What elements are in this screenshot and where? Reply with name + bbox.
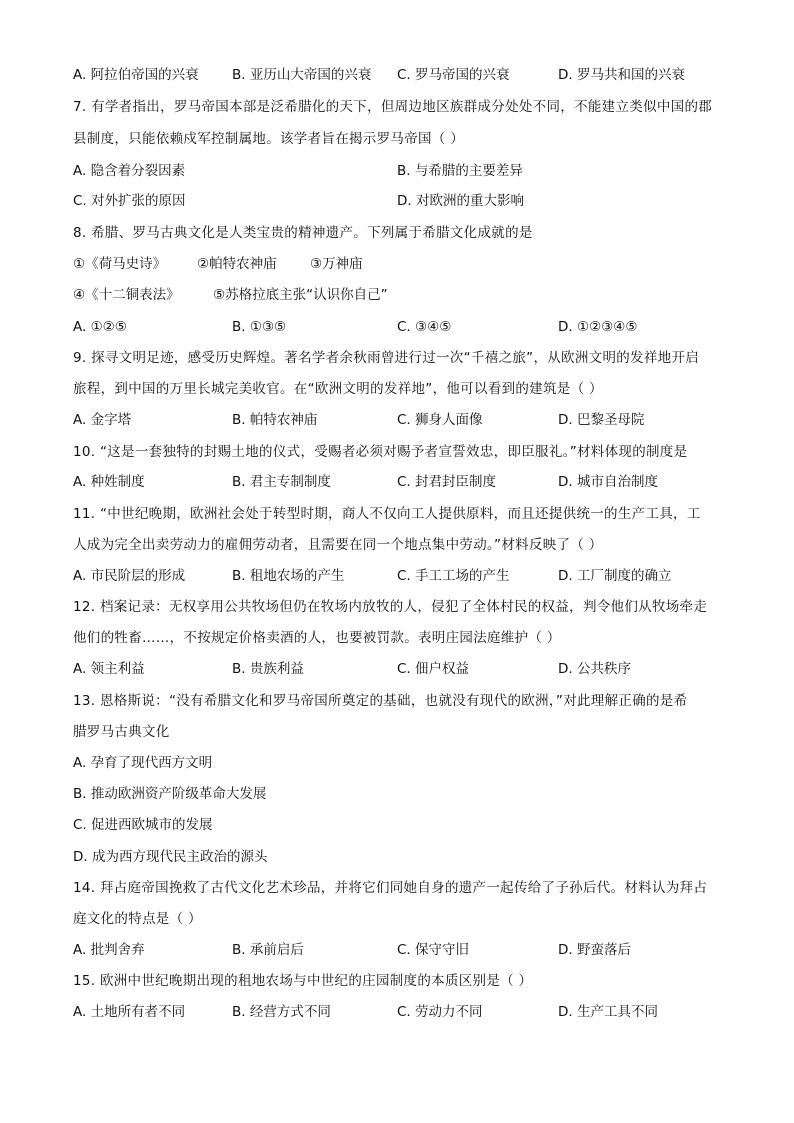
q6-option-c: C. 罗马帝国的兴衰 (397, 67, 510, 83)
q13-stem-line-1: 13. 恩格斯说：“没有希腊文化和罗马帝国所奠定的基础，也就没有现代的欧洲，”对此理解正确的是希 (73, 693, 688, 709)
q12-option-c: C. 佃户权益 (397, 661, 470, 677)
q10-stem: 10. “这是一套独特的封赐土地的仪式，受赐者必须对赐予者宣誓效忠，即臣服礼。”材料体现的制度是 (73, 444, 688, 460)
q11-stem-line-2: 人成为完全出卖劳动力的雇佣劳动者，且需要在同一个地点集中劳动。”材料反映了（ ） (73, 537, 603, 553)
q15-option-b: B. 经营方式不同 (232, 1004, 331, 1020)
q6-option-d: D. 罗马共和国的兴衰 (558, 67, 685, 83)
q13-option-b: B. 推动欧洲资产阶级革命大发展 (73, 786, 267, 802)
q14-option-b: B. 承前启后 (232, 942, 304, 958)
q13-option-c: C. 促进西欧城市的发展 (73, 817, 213, 833)
q15-stem: 15. 欧洲中世纪晚期出现的租地农场与中世纪的庄园制度的本质区别是（ ） (73, 973, 533, 989)
q11-option-a: A. 市民阶层的形成 (73, 568, 186, 584)
q7-stem-line-1: 7. 有学者指出，罗马帝国本部是泛希腊化的天下，但周边地区族群成分处处不同，不能建立类似中国的郡 (73, 99, 713, 115)
q8-option-b: B. ①③⑤ (232, 319, 287, 335)
q8-item-4: ④《十二铜表法》 (73, 287, 180, 303)
q12-stem-line-2: 他们的牲畜……，不按规定价格卖酒的人，也要被罚款。表明庄园法庭维护（ ） (73, 630, 561, 646)
q8-item-5: ⑤苏格拉底主张“认识你自己” (213, 287, 388, 303)
q11-stem-line-1: 11. “中世纪晚期，欧洲社会处于转型时期，商人不仅向工人提供原料，而且还提供统一的生产工具，工 (73, 506, 701, 522)
q8-item-2: ②帕特农神庙 (197, 256, 277, 272)
q9-option-d: D. 巴黎圣母院 (558, 412, 645, 428)
q10-option-c: C. 封君封臣制度 (397, 474, 497, 490)
q9-option-b: B. 帕特农神庙 (232, 412, 318, 428)
q15-option-d: D. 生产工具不同 (558, 1004, 658, 1020)
q6-option-a: A. 阿拉伯帝国的兴衰 (73, 67, 199, 83)
q11-option-c: C. 手工工场的产生 (397, 568, 510, 584)
q14-option-a: A. 批判舍弃 (73, 942, 145, 958)
q7-option-a: A. 隐含着分裂因素 (73, 163, 186, 179)
q8-option-c: C. ③④⑤ (397, 319, 452, 335)
q14-option-c: C. 保守守旧 (397, 942, 470, 958)
q11-option-b: B. 租地农场的产生 (232, 568, 345, 584)
q14-stem-line-2: 庭文化的特点是（ ） (73, 911, 202, 927)
q15-option-a: A. 土地所有者不同 (73, 1004, 186, 1020)
q9-stem-line-2: 旅程，到中国的万里长城完美收官。在“欧洲文明的发祥地”，他可以看到的建筑是（ ） (73, 381, 603, 397)
q14-option-d: D. 野蛮落后 (558, 942, 631, 958)
q12-option-a: A. 领主利益 (73, 661, 145, 677)
q9-option-c: C. 狮身人面像 (397, 412, 483, 428)
q13-option-d: D. 成为西方现代民主政治的源头 (73, 849, 268, 865)
q12-stem-line-1: 12. 档案记录：无权享用公共牧场但仍在牧场内放牧的人，侵犯了全体村民的权益，判令他们从牧场牵走 (73, 599, 708, 615)
q7-option-b: B. 与希腊的主要差异 (397, 163, 523, 179)
q15-option-c: C. 劳动力不同 (397, 1004, 483, 1020)
q11-option-d: D. 工厂制度的确立 (558, 568, 672, 584)
q8-option-d: D. ①②③④⑤ (558, 319, 638, 335)
q12-option-d: D. 公共秩序 (558, 661, 631, 677)
q10-option-b: B. 君主专制制度 (232, 474, 331, 490)
q8-item-1: ①《荷马史诗》 (73, 256, 167, 272)
q10-option-d: D. 城市自治制度 (558, 474, 658, 490)
q13-option-a: A. 孕育了现代西方文明 (73, 755, 213, 771)
q7-option-d: D. 对欧洲的重大影响 (397, 193, 524, 209)
q8-item-3: ③万神庙 (310, 256, 363, 272)
q8-stem: 8. 希腊、罗马古典文化是人类宝贵的精神遗产。下列属于希腊文化成就的是 (73, 225, 533, 241)
q9-stem-line-1: 9. 探寻文明足迹，感受历史辉煌。著名学者余秋雨曾进行过一次“千禧之旅”，从欧洲文明的发祥地开启 (73, 350, 700, 366)
q7-stem-line-2: 县制度，只能依赖戍军控制属地。该学者旨在揭示罗马帝国（ ） (73, 131, 464, 147)
q10-option-a: A. 种姓制度 (73, 474, 145, 490)
q8-option-a: A. ①②⑤ (73, 319, 127, 335)
q7-option-c: C. 对外扩张的原因 (73, 193, 186, 209)
q12-option-b: B. 贵族利益 (232, 661, 304, 677)
q6-option-b: B. 亚历山大帝国的兴衰 (232, 67, 372, 83)
q9-option-a: A. 金字塔 (73, 412, 132, 428)
q13-stem-line-2: 腊罗马古典文化 (73, 724, 170, 740)
q14-stem-line-1: 14. 拜占庭帝国挽救了古代文化艺术珍品，并将它们同她自身的遗产一起传给了子孙后代。材料认为拜占 (73, 880, 708, 896)
